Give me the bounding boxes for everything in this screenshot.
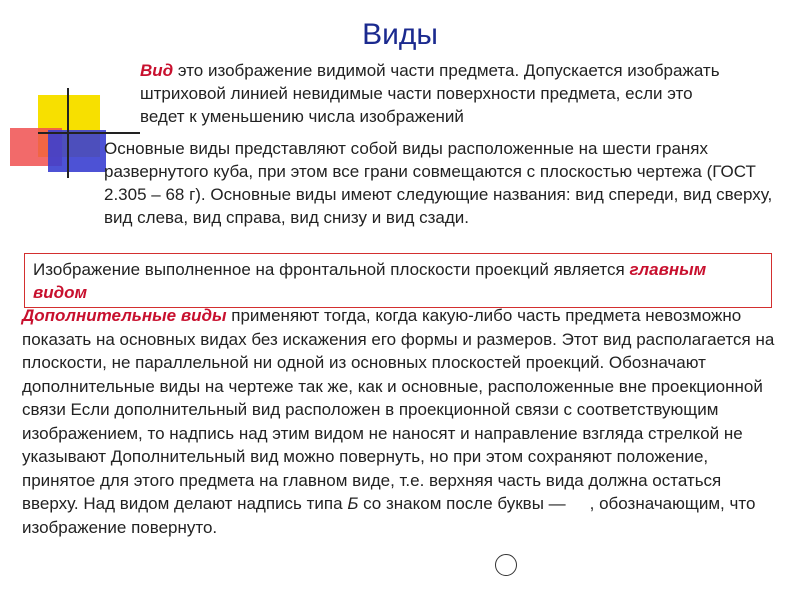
page-title: Виды (362, 18, 438, 51)
definition-term: Вид (140, 61, 174, 80)
main-view-text: Изображение выполненное на фронтальной плоскости проекций является (33, 260, 630, 279)
deco-blue-square (48, 130, 106, 172)
additional-views-term: Дополнительные виды (22, 306, 227, 325)
definition-paragraph (140, 59, 740, 128)
definition-text: это изображение видимой части предмета. Допускается изображать штриховой линией невидимые части поверхности предмета, если это ведет к уменьшению числа изображений (140, 61, 720, 126)
main-view-term: главным видом (33, 260, 707, 302)
additional-views-text: применяют тогда, когда какую-либо часть предмета невозможно показать на основных видах без искажения его формы и размеров. Этот вид располагается на плоскости, не параллельной ни одной из основных плоскостей проекций. Обозначают дополнительные виды на чертеже так же, как и основные, расположенные вне проекционной связи Если дополнительный вид расположен в проекционной связи с соответствующим изображением, то надпись над этим видом не наносят и направление взгляда стрелкой не указывают Дополнительный вид можно повернуть, но при этом сохраняют положение, принятое для этого предмета на главном виде, т.е. верхняя часть вида должна остаться вверху. Над видом делают надпись типа (22, 306, 775, 513)
additional-views-text3: , обозначающим, что изображение повернуто. (22, 494, 756, 537)
rotation-circle-icon (495, 554, 517, 576)
additional-views-text2: со знаком после буквы — (358, 494, 566, 513)
view-letter: Б (347, 494, 359, 513)
basic-views-paragraph: Основные виды представляют собой виды расположенные на шести гранях развернутого куба, при этом все грани совмещаются с плоскостью чертежа (ГОСТ 2.305 – 68 г). Основные виды имеют следующие названия: вид спереди, вид сверху, вид слева, вид справа, вид снизу и вид сзади. (104, 139, 773, 227)
main-view-box (24, 253, 772, 308)
additional-views-paragraph (22, 304, 782, 539)
